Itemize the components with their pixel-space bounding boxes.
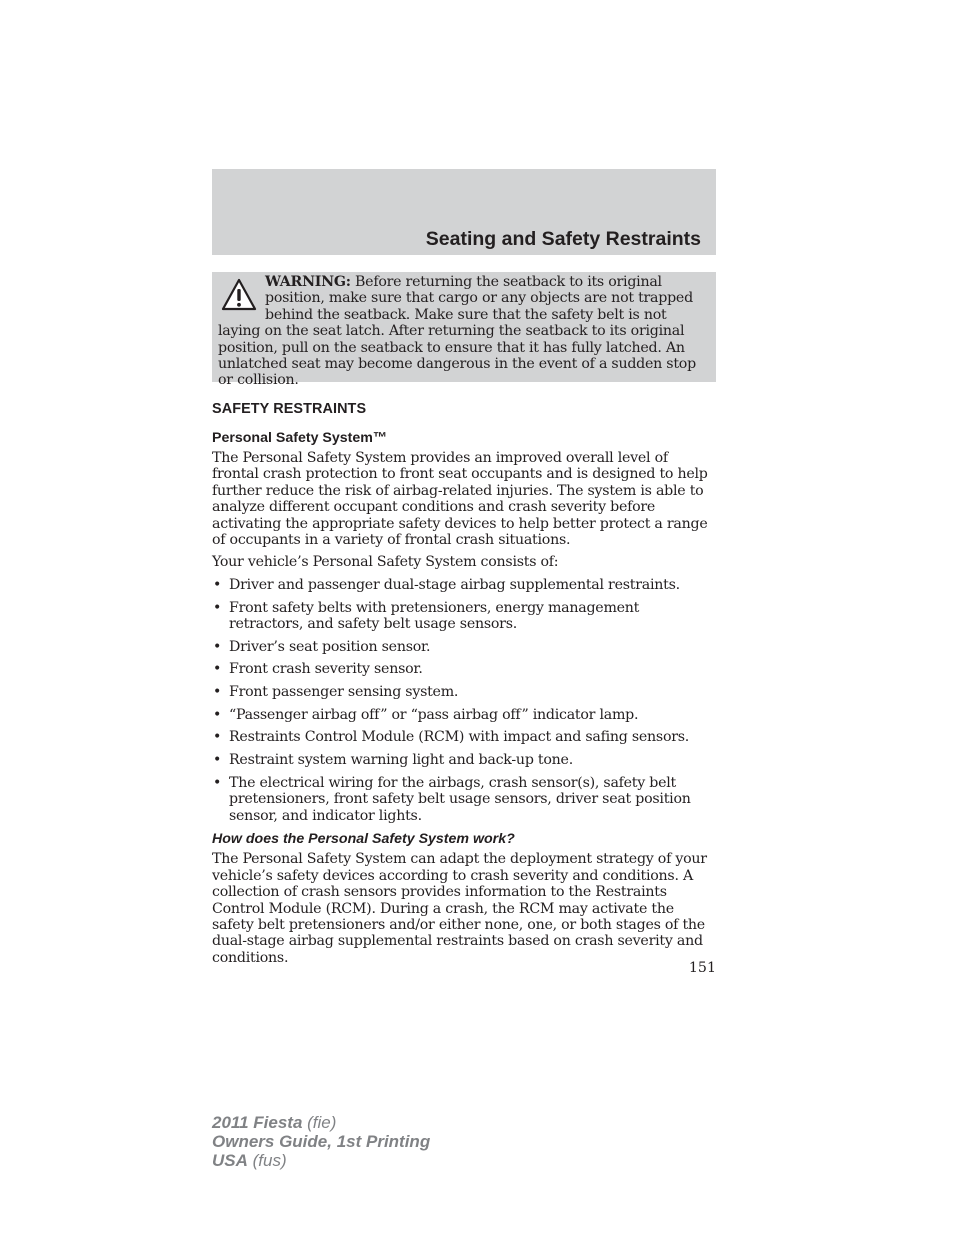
- footer-model: 2011 Fiesta: [212, 1113, 303, 1132]
- bullet-dot: •: [213, 706, 222, 723]
- list-item: [212, 729, 716, 745]
- list-item-text: Front passenger sensing system.: [229, 684, 459, 701]
- list-item: [212, 752, 716, 768]
- footer-market-line: [212, 1151, 430, 1170]
- list-item: [212, 661, 716, 677]
- footer-guide-line: Owners Guide, 1st Printing: [212, 1132, 431, 1151]
- list-item: [212, 600, 716, 633]
- list-item-text: Restraint system warning light and back-up tone.: [229, 752, 573, 769]
- list-item-text: Front safety belts with pretensioners, energy management retractors, and safety belt usage sensors.: [229, 599, 640, 632]
- bullet-dot: •: [213, 638, 222, 655]
- warning-body: Before returning the seatback to its original position, make sure that cargo or any objects are not trapped behind the seatback. Make sure that the safety belt is not laying on the seat latch. After returning the seatback to its original position, pull on the seatback to ensure that it has fully latched. An unlatched seat may become dangerous in the event of a sudden stop or collision.: [218, 274, 696, 389]
- list-item: [212, 639, 716, 655]
- components-list: [212, 577, 716, 824]
- bullet-dot: •: [213, 752, 222, 769]
- list-item-text: Driver’s seat position sensor.: [229, 638, 431, 655]
- consists-of-paragraph: Your vehicle’s Personal Safety System consists of:: [212, 554, 559, 571]
- bullet-dot: •: [213, 661, 222, 678]
- list-item: [212, 775, 716, 824]
- list-item: [212, 577, 716, 593]
- main-content: [212, 400, 716, 972]
- list-item-text: “Passenger airbag off” or “pass airbag off” indicator lamp.: [229, 706, 639, 723]
- bullet-dot: •: [213, 774, 222, 791]
- warning-triangle-icon: [221, 278, 257, 312]
- list-item-text: Front crash severity sensor.: [229, 661, 423, 678]
- footer-model-line: [212, 1113, 430, 1132]
- warning-label: WARNING:: [265, 274, 351, 290]
- section-header-bar: [212, 169, 716, 255]
- bullet-dot: •: [213, 599, 222, 616]
- section-title: Seating and Safety Restraints: [425, 228, 701, 250]
- section-heading: SAFETY RESTRAINTS: [212, 401, 367, 417]
- warning-box: [212, 272, 716, 389]
- footer-market: USA: [212, 1151, 248, 1170]
- subheading: Personal Safety System™: [212, 430, 388, 446]
- bullet-dot: •: [213, 684, 222, 701]
- list-item: [212, 707, 716, 723]
- list-item-text: Restraints Control Module (RCM) with impact and safing sensors.: [229, 729, 690, 746]
- list-item-text: Driver and passenger dual-stage airbag supplemental restraints.: [229, 576, 680, 593]
- footer-model-code: (fie): [302, 1113, 337, 1132]
- footer-market-code: (fus): [247, 1151, 287, 1170]
- list-item: [212, 684, 716, 700]
- list-item-text: The electrical wiring for the airbags, crash sensor(s), safety belt pretensioners, front safety belt usage sensors, driver seat position sensor, and indicator lights.: [229, 774, 691, 824]
- footer: [212, 1113, 430, 1170]
- warning-text: [218, 274, 710, 389]
- answer-paragraph: The Personal Safety System can adapt the deployment strategy of your vehicle’s safety devices according to crash severity and conditions. A collection of crash sensors provides information to the Restraints Control Module (RCM). During a crash, the RCM may activate the safety belt pretensioners and/or either none, one, or both stages of the dual-stage airbag supplemental restraints based on crash severity and conditions.: [212, 851, 707, 966]
- intro-paragraph: The Personal Safety System provides an improved overall level of frontal crash protection to front seat occupants and is designed to help further reduce the risk of airbag-related injuries. The system is able to analyze different occupant conditions and crash severity before activating the appropriate safety devices to help better protect a range of occupants in a variety of frontal crash situations.: [212, 450, 708, 549]
- page-number: 151: [688, 960, 716, 976]
- question-heading: How does the Personal Safety System work?: [212, 831, 515, 848]
- bullet-dot: •: [213, 729, 222, 746]
- bullet-dot: •: [213, 576, 222, 593]
